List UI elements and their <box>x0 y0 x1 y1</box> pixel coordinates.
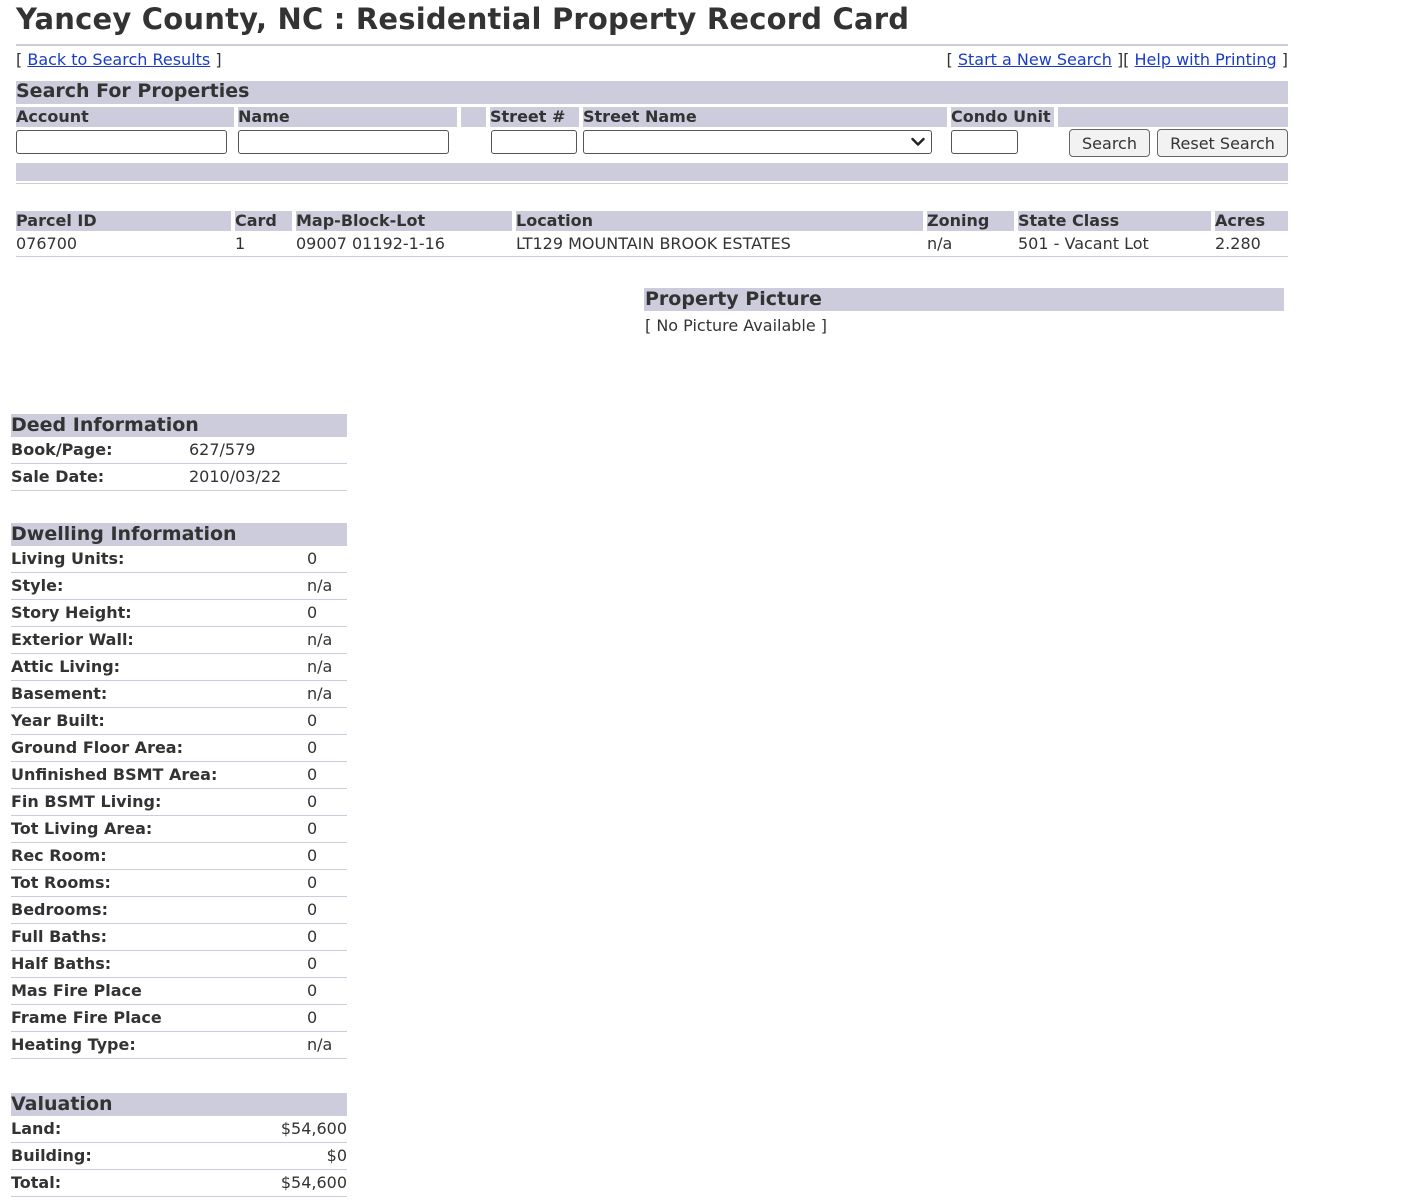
zoning-value: n/a <box>927 234 953 253</box>
info-row-label: Mas Fire Place <box>11 981 142 1000</box>
dwelling-rows <box>11 546 347 1059</box>
info-row <box>11 1143 347 1170</box>
info-row <box>11 600 347 627</box>
info-row-label: Sale Date: <box>11 467 105 486</box>
parcel-divider <box>16 256 1288 257</box>
state-class-value: 501 - Vacant Lot <box>1018 234 1149 253</box>
info-row-value: n/a <box>307 630 333 649</box>
valuation-section <box>11 1093 347 1197</box>
info-row-label: Full Baths: <box>11 927 108 946</box>
info-row-value: 0 <box>307 873 318 892</box>
parcel-id-value: 076700 <box>16 234 78 253</box>
state-class-header: State Class <box>1018 211 1211 231</box>
card-value: 1 <box>235 234 246 253</box>
info-row-value: 0 <box>307 954 318 973</box>
info-row-label: Total: <box>11 1173 62 1192</box>
info-row-value: 0 <box>307 603 318 622</box>
info-row <box>11 708 347 735</box>
column-street-no <box>490 107 579 127</box>
info-row-value: 0 <box>307 765 318 784</box>
column-account <box>16 107 234 127</box>
street-name-select[interactable] <box>583 130 932 154</box>
info-row-value: $54,600 <box>280 1173 347 1192</box>
bracket-close: ] <box>215 50 222 69</box>
info-row <box>11 1005 347 1032</box>
info-row <box>11 870 347 897</box>
acres-header: Acres <box>1215 211 1288 231</box>
info-row <box>11 437 347 464</box>
info-row-label: Frame Fire Place <box>11 1008 162 1027</box>
info-row <box>11 951 347 978</box>
nav-left <box>16 50 222 69</box>
info-row <box>11 654 347 681</box>
info-row-value: 0 <box>307 927 318 946</box>
info-row <box>11 924 347 951</box>
info-row <box>11 843 347 870</box>
info-row-value: n/a <box>307 1035 333 1054</box>
info-row-value: n/a <box>307 576 333 595</box>
search-footer-band <box>16 163 1288 181</box>
info-row-value: 0 <box>307 900 318 919</box>
info-row-value: 0 <box>307 549 318 568</box>
info-row-label: Unfinished BSMT Area: <box>11 765 218 784</box>
page-title: Yancey County, NC : Residential Property Record Card <box>16 2 910 36</box>
deed-section <box>11 414 347 491</box>
zoning-header: Zoning <box>927 211 1014 231</box>
info-row-value: $0 <box>326 1146 347 1165</box>
bracket-close: ] <box>1281 50 1288 69</box>
search-footer-divider <box>16 183 1288 184</box>
info-row-value: $54,600 <box>280 1119 347 1138</box>
search-title: Search For Properties <box>16 80 250 102</box>
info-row-label: Ground Floor Area: <box>11 738 183 757</box>
map-block-lot-header: Map-Block-Lot <box>296 211 512 231</box>
info-row <box>11 546 347 573</box>
back-to-search-results-link[interactable]: Back to Search Results <box>27 50 211 69</box>
name-input[interactable] <box>238 130 449 154</box>
info-row-label: Half Baths: <box>11 954 112 973</box>
location-value: LT129 MOUNTAIN BROOK ESTATES <box>516 234 791 253</box>
info-row-label: Tot Living Area: <box>11 819 153 838</box>
info-row-value: 0 <box>307 846 318 865</box>
info-row <box>11 789 347 816</box>
picture-title: Property Picture <box>645 288 822 310</box>
column-street-name-label: Street Name <box>583 107 697 126</box>
info-row-value: 0 <box>307 1008 318 1027</box>
info-row <box>11 1116 347 1143</box>
info-row-label: Basement: <box>11 684 108 703</box>
bracket-open: [ <box>946 50 953 69</box>
card-header: Card <box>235 211 292 231</box>
column-actions <box>1058 107 1288 127</box>
info-row <box>11 816 347 843</box>
info-row-label: Story Height: <box>11 603 132 622</box>
info-row-value: 627/579 <box>189 440 256 459</box>
info-row-value: 0 <box>307 819 318 838</box>
no-picture-note: [ No Picture Available ] <box>645 316 828 335</box>
info-row-label: Attic Living: <box>11 657 121 676</box>
info-row <box>11 464 347 491</box>
chevron-down-icon <box>911 137 925 147</box>
info-row-value: 2010/03/22 <box>189 467 282 486</box>
bracket-open: [ <box>16 50 23 69</box>
acres-value: 2.280 <box>1215 234 1261 253</box>
info-row-label: Tot Rooms: <box>11 873 111 892</box>
dwelling-title: Dwelling Information <box>11 523 347 546</box>
info-row-label: Bedrooms: <box>11 900 108 919</box>
info-row-value: n/a <box>307 684 333 703</box>
info-row <box>11 897 347 924</box>
title-divider <box>16 44 1288 46</box>
deed-rows <box>11 437 347 491</box>
info-row-value: 0 <box>307 711 318 730</box>
info-row-label: Heating Type: <box>11 1035 136 1054</box>
info-row-value: 0 <box>307 981 318 1000</box>
map-block-lot-value: 09007 01192-1-16 <box>296 234 445 253</box>
info-row-label: Exterior Wall: <box>11 630 134 649</box>
street-number-input[interactable] <box>491 130 577 154</box>
column-account-label: Account <box>16 107 89 126</box>
info-row-value: 0 <box>307 792 318 811</box>
info-row <box>11 1032 347 1059</box>
account-input[interactable] <box>16 130 227 154</box>
info-row <box>11 978 347 1005</box>
info-row-label: Land: <box>11 1119 62 1138</box>
info-row-label: Fin BSMT Living: <box>11 792 162 811</box>
valuation-rows <box>11 1116 347 1197</box>
info-row-label: Building: <box>11 1146 92 1165</box>
valuation-title: Valuation <box>11 1093 347 1116</box>
info-row-label: Living Units: <box>11 549 125 568</box>
location-header: Location <box>516 211 923 231</box>
column-condo-unit <box>951 107 1054 127</box>
info-row-label: Year Built: <box>11 711 105 730</box>
info-row <box>11 1170 347 1197</box>
info-row-label: Rec Room: <box>11 846 107 865</box>
info-row <box>11 627 347 654</box>
reset-search-button[interactable]: Reset Search <box>1157 129 1288 157</box>
column-street-no-label: Street # <box>490 107 566 126</box>
info-row <box>11 573 347 600</box>
dwelling-section <box>11 523 347 1059</box>
column-name <box>238 107 457 127</box>
info-row <box>11 762 347 789</box>
column-condo-unit-label: Condo Unit <box>951 107 1051 126</box>
column-spacer <box>461 107 486 127</box>
start-new-search-link[interactable]: Start a New Search <box>957 50 1112 69</box>
info-row-label: Style: <box>11 576 64 595</box>
parcel-id-header: Parcel ID <box>16 211 231 231</box>
info-row <box>11 681 347 708</box>
info-row-value: 0 <box>307 738 318 757</box>
column-street-name <box>583 107 947 127</box>
info-row-label: Book/Page: <box>11 440 113 459</box>
help-with-printing-link[interactable]: Help with Printing <box>1134 50 1277 69</box>
bracket-joiner: ][ <box>1116 50 1130 69</box>
condo-unit-input[interactable] <box>951 130 1018 154</box>
info-row <box>11 735 347 762</box>
search-button[interactable]: Search <box>1069 129 1150 157</box>
nav-right <box>946 50 1288 69</box>
info-row-value: n/a <box>307 657 333 676</box>
deed-title: Deed Information <box>11 414 347 437</box>
column-name-label: Name <box>238 107 290 126</box>
